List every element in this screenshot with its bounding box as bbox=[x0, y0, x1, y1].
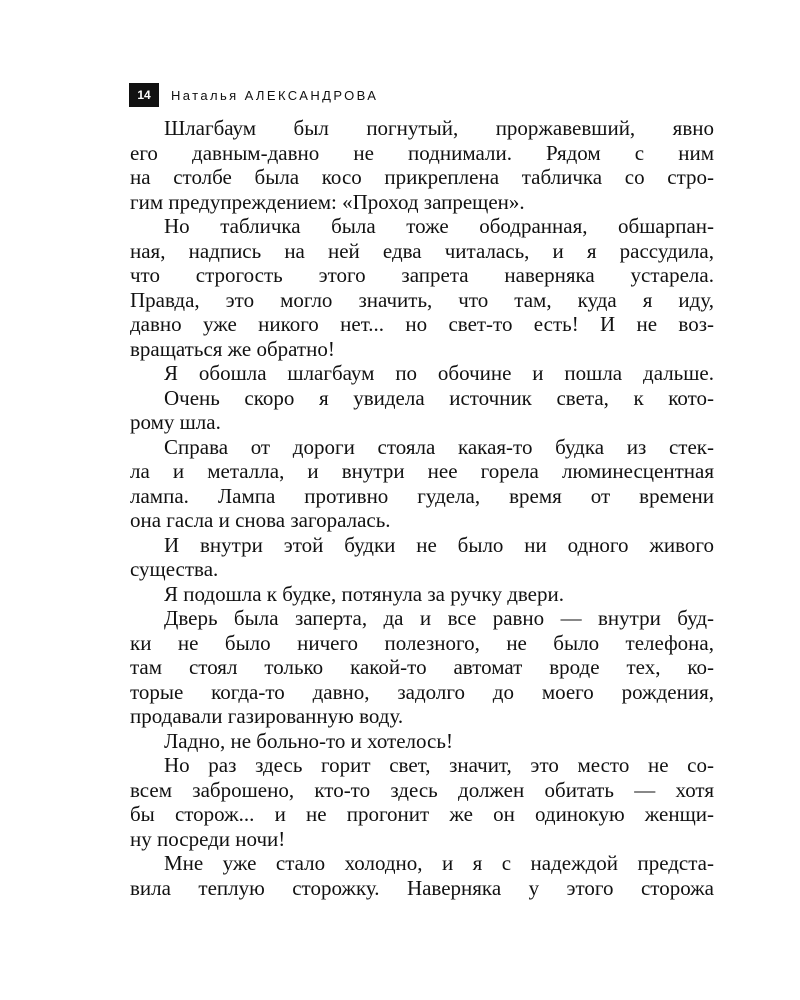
text-line: торые когда-то давно, задолго до моего рождения, bbox=[130, 679, 714, 704]
text-line: вращаться же обратно! bbox=[130, 336, 335, 361]
text-line: ла и металла, и внутри нее горела люминесцентная bbox=[130, 459, 714, 483]
text-line: гим предупреждением: «Проход запрещен». bbox=[130, 189, 525, 214]
text-line: Но раз здесь горит свет, значит, это место не со- bbox=[164, 753, 714, 777]
body-text bbox=[130, 116, 714, 900]
text-line: И внутри этой будки не было ни одного живого bbox=[164, 532, 714, 557]
text-line: Ладно, не больно-то и хотелось! bbox=[164, 728, 453, 753]
running-header bbox=[129, 82, 378, 108]
text-line: Очень скоро я увидела источник света, к кото- bbox=[164, 385, 714, 410]
text-line: всем заброшено, кто-то здесь должен обитать — хотя bbox=[130, 777, 714, 802]
text-line: бы сторож... и не прогонит же он одинокую женщи- bbox=[130, 802, 714, 826]
text-line: лампа. Лампа противно гудела, время от времени bbox=[130, 483, 714, 508]
text-line: Правда, это могло значить, что там, куда я иду, bbox=[130, 287, 714, 312]
text-line: Но табличка была тоже ободранная, обшарпан- bbox=[164, 214, 714, 238]
text-line: что строгость этого запрета наверняка устарела. bbox=[130, 263, 714, 287]
running-title: Наталья АЛЕКСАНДРОВА bbox=[171, 87, 379, 103]
text-line: его давным-давно не поднимали. Рядом с ним bbox=[130, 140, 714, 165]
text-line: на столбе была косо прикреплена табличка со стро- bbox=[130, 165, 714, 189]
text-line: давно уже никого нет... но свет-то есть! И не воз- bbox=[130, 312, 714, 336]
text-line: ну посреди ночи! bbox=[130, 826, 286, 851]
text-line: ная, надпись на ней едва читалась, и я рассудила, bbox=[130, 238, 714, 263]
text-line: продавали газированную воду. bbox=[130, 704, 404, 728]
text-line: Дверь была заперта, да и все равно — внутри буд- bbox=[164, 606, 714, 630]
text-line: Мне уже стало холодно, и я с надеждой предста- bbox=[164, 851, 714, 875]
text-line: там стоял только какой-то автомат вроде тех, ко- bbox=[130, 655, 714, 679]
text-line: Я подошла к будке, потянула за ручку двери. bbox=[164, 581, 564, 606]
text-line: она гасла и снова загоралась. bbox=[130, 508, 391, 532]
text-line: Я обошла шлагбаум по обочине и пошла дальше. bbox=[164, 361, 714, 385]
page-number: 14 bbox=[129, 83, 159, 107]
text-line: существа. bbox=[130, 557, 219, 581]
text-line: Справа от дороги стояла какая-то будка из стек- bbox=[164, 434, 714, 459]
text-line: рому шла. bbox=[130, 410, 221, 434]
text-line: Шлагбаум был погнутый, проржавевший, явно bbox=[164, 116, 714, 140]
text-line: вила теплую сторожку. Наверняка у этого сторожа bbox=[130, 875, 714, 900]
text-line: ки не было ничего полезного, не было телефона, bbox=[130, 630, 714, 655]
